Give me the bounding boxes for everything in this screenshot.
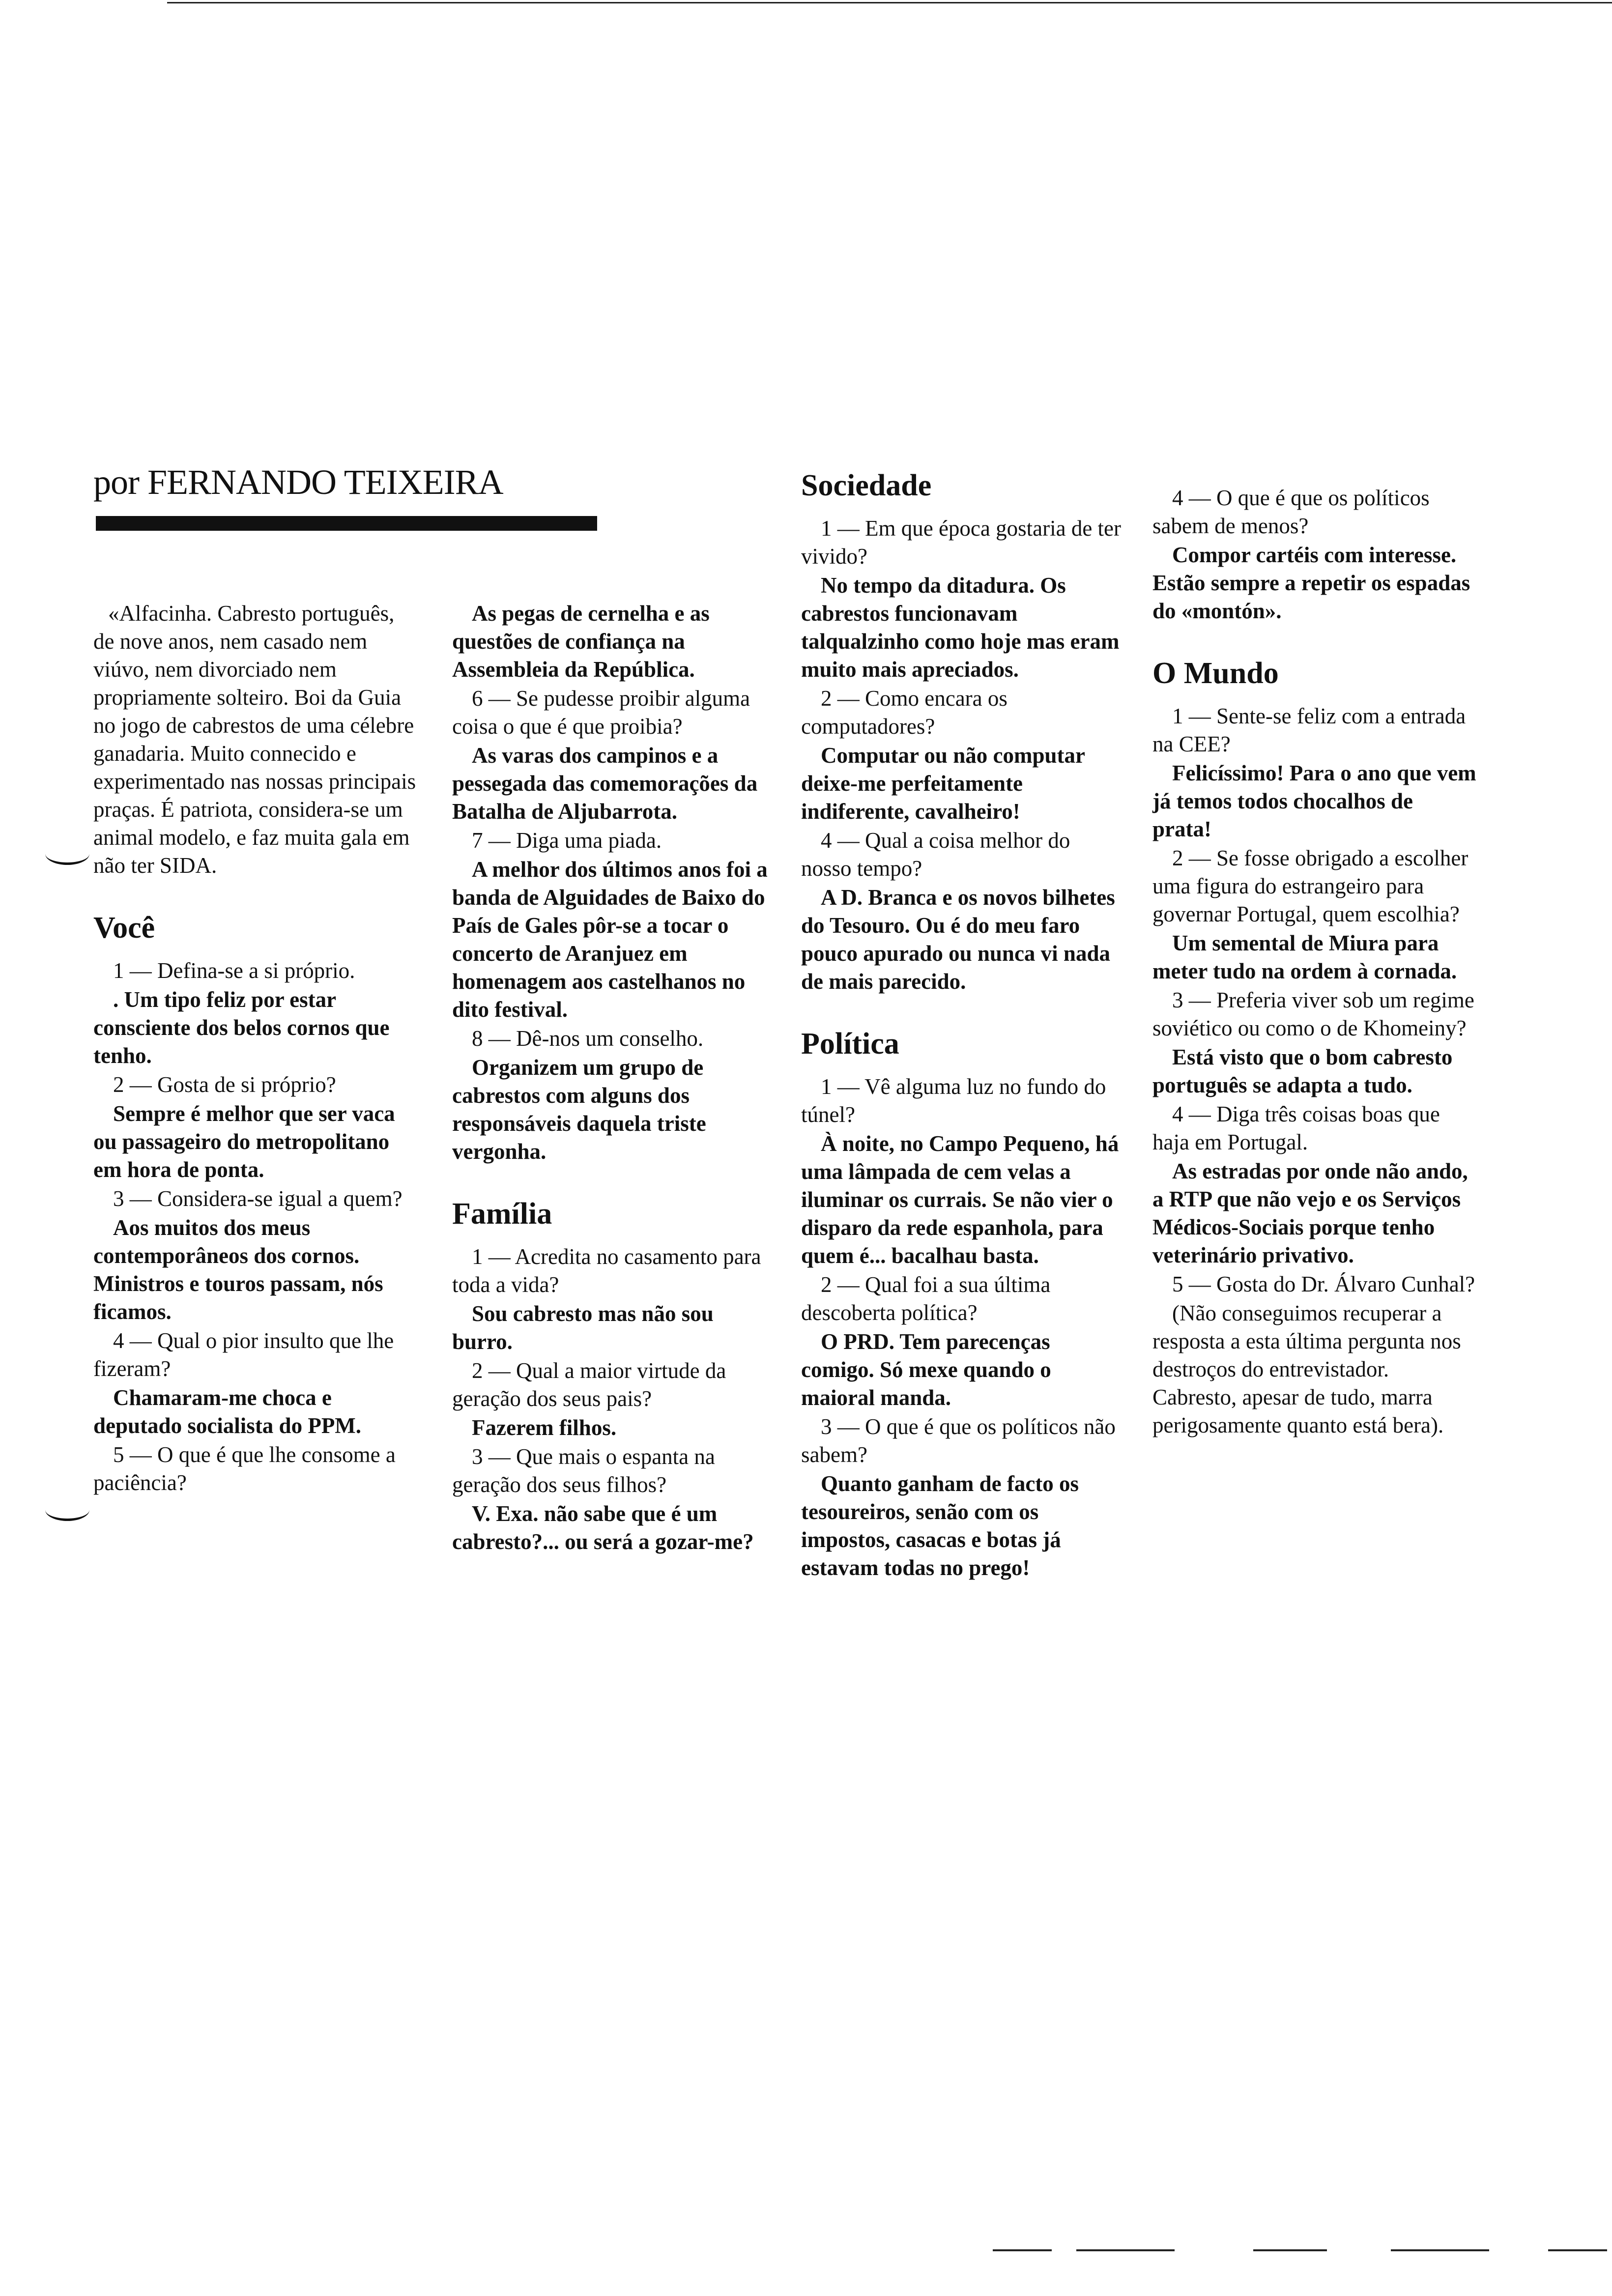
top-rule — [167, 2, 1612, 3]
margin-mark — [45, 1499, 89, 1521]
question: 7 — Diga uma piada. — [472, 828, 662, 853]
answer: Organizem um grupo de cabrestos com alguns dos responsáveis daquela triste vergonha. — [452, 1055, 706, 1164]
question: 6 — Se pudesse proibir alguma coisa o que é que proibia? — [452, 686, 750, 739]
question: 3 — Preferia viver sob um regime soviético ou como o de Khomeiny? — [1152, 988, 1474, 1040]
section-heading-sociedade: Sociedade — [801, 469, 932, 502]
column-3 — [801, 469, 1125, 1583]
answer: V. Exa. não sabe que é um cabresto?... ou será a gozar-me? — [452, 1501, 754, 1554]
intro-text: «Alfacinha. Cabresto português, de nove anos, nem casado nem viúvo, nem divorciado nem propriamente solteiro. Boi da Guia no jogo de cabrestos de uma célebre ganadaria. Muito connecido e experimentado nas nossas principais praças. É patriota, considera-se um animal modelo, e faz muita gala em não ter SIDA. — [93, 601, 416, 878]
column-2 — [452, 600, 777, 1557]
answer: Chamaram-me choca e deputado socialista do PPM. — [93, 1385, 362, 1438]
section-heading-familia: Família — [452, 1197, 552, 1231]
answer: Compor cartéis com interesse. Estão sempre a repetir os espadas do «montón». — [1152, 543, 1470, 623]
answer: Um semental de Miura para meter tudo na ordem à cornada. — [1152, 931, 1457, 983]
column-1 — [93, 600, 418, 1498]
answer: Computar ou não computar deixe-me perfeitamente indiferente, cavalheiro! — [801, 743, 1085, 824]
byline: por FERNANDO TEIXEIRA — [93, 462, 503, 502]
section-heading-politica: Política — [801, 1027, 899, 1061]
bottom-rule — [993, 2249, 1052, 2251]
question: 3 — Que mais o espanta na geração dos seus filhos? — [452, 1444, 715, 1497]
answer: As estradas por onde não ando, a RTP que não vejo e os Serviços Médicos-Sociais porque tenho veterinário privativo. — [1152, 1159, 1468, 1267]
answer: A D. Branca e os novos bilhetes do Tesouro. Ou é do meu faro pouco apurado ou nunca vi nada de mais parecido. — [801, 885, 1115, 994]
answer: O PRD. Tem parecenças comigo. Só mexe quando o maioral manda. — [801, 1329, 1051, 1410]
question: 2 — Qual foi a sua última descoberta política? — [801, 1272, 1051, 1325]
question: 1 — Vê alguma luz no fundo do túnel? — [801, 1074, 1106, 1127]
question: 4 — Qual o pior insulto que lhe fizeram? — [93, 1328, 394, 1381]
question: 5 — Gosta do Dr. Álvaro Cunhal? — [1172, 1272, 1475, 1296]
answer: As pegas de cernelha e as questões de confiança na Assembleia da República. — [452, 601, 710, 682]
answer: Fazerem filhos. — [472, 1415, 617, 1440]
question: 3 — Considera-se igual a quem? — [113, 1186, 403, 1211]
answer: . Um tipo feliz por estar consciente dos belos cornos que tenho. — [93, 987, 390, 1068]
answer: A melhor dos últimos anos foi a banda de Alguidades de Baixo do País de Gales pôr-se a tocar o concerto de Aranjuez em homenagem aos castelhanos no dito festival. — [452, 857, 768, 1022]
question: 1 — Defina-se a si próprio. — [113, 958, 355, 983]
answer: Está visto que o bom cabresto português se adapta a tudo. — [1152, 1045, 1453, 1097]
answer: Sou cabresto mas não sou burro. — [452, 1301, 714, 1354]
question: 1 — Em que época gostaria de ter vivido? — [801, 516, 1122, 569]
answer: Aos muitos dos meus contemporâneos dos cornos. Ministros e touros passam, nós ficamos. — [93, 1215, 383, 1324]
question: 2 — Como encara os computadores? — [801, 686, 1008, 739]
question: 4 — Qual a coisa melhor do nosso tempo? — [801, 828, 1070, 881]
question: 3 — O que é que os políticos não sabem? — [801, 1414, 1116, 1467]
answer: Sempre é melhor que ser vaca ou passageiro do metropolitano em hora de ponta. — [93, 1101, 395, 1182]
question: 4 — O que é que os políticos sabem de menos? — [1152, 486, 1430, 538]
section-heading-voce: Você — [93, 911, 155, 945]
bottom-rule — [1548, 2249, 1607, 2251]
question: 1 — Sente-se feliz com a entrada na CEE? — [1152, 704, 1466, 756]
question: 5 — O que é que lhe consome a paciência? — [93, 1442, 396, 1495]
answer: (Não conseguimos recuperar a resposta a esta última pergunta nos destroços do entrevistador. Cabresto, apesar de tudo, marra perigosamente quanto está bera). — [1152, 1301, 1461, 1437]
question: 1 — Acredita no casamento para toda a vida? — [452, 1244, 761, 1297]
answer: As varas dos campinos e a pessegada das comemorações da Batalha de Aljubarrota. — [452, 743, 758, 824]
question: 4 — Diga três coisas boas que haja em Portugal. — [1152, 1102, 1440, 1154]
bottom-rule — [1391, 2249, 1489, 2251]
answer: Quanto ganham de facto os tesoureiros, senão com os impostos, casacas e botas já estavam todas no prego! — [801, 1471, 1079, 1580]
answer: No tempo da ditadura. Os cabrestos funcionavam talqualzinho como hoje mas eram muito mais apreciados. — [801, 573, 1120, 682]
question: 2 — Se fosse obrigado a escolher uma figura do estrangeiro para governar Portugal, quem escolhia? — [1152, 846, 1468, 926]
answer: À noite, no Campo Pequeno, há uma lâmpada de cem velas a iluminar os currais. Se não vier o disparo da rede espanhola, para quem é... bacalhau basta. — [801, 1131, 1119, 1268]
question: 2 — Qual a maior virtude da geração dos seus pais? — [452, 1358, 726, 1411]
bottom-rule — [1253, 2249, 1327, 2251]
answer: Felicíssimo! Para o ano que vem já temos todos chocalhos de prata! — [1152, 761, 1476, 841]
column-4 — [1152, 484, 1477, 1440]
bottom-rule — [1076, 2249, 1175, 2251]
byline-bar — [96, 516, 597, 531]
section-heading-o-mundo: O Mundo — [1152, 657, 1279, 690]
question: 2 — Gosta de si próprio? — [113, 1072, 336, 1097]
margin-mark — [45, 843, 89, 865]
question: 8 — Dê-nos um conselho. — [472, 1026, 704, 1051]
